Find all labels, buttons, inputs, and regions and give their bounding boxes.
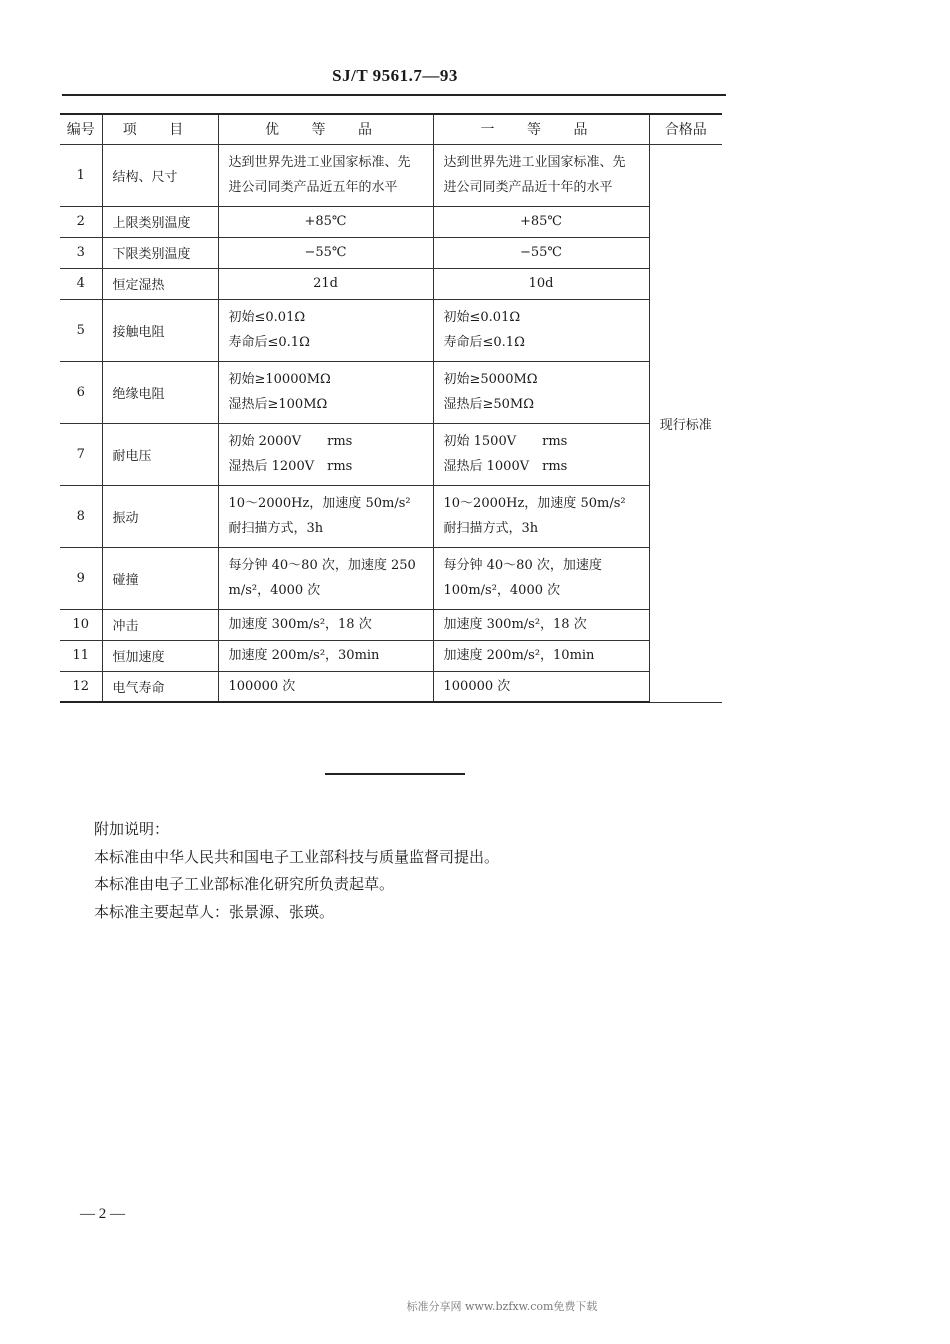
premium-value-line: 进公司同类产品近五年的水平 (228, 180, 398, 195)
premium-value-line: 每分钟 40～80 次，加速度 250 (228, 558, 416, 573)
row-first-value (433, 640, 649, 671)
row-premium-value (218, 144, 433, 206)
premium-value-line: 寿命后≤0.1Ω (228, 335, 310, 350)
table-row (60, 671, 722, 702)
row-item: 上限类别温度 (102, 206, 218, 237)
row-premium-value (218, 361, 433, 423)
premium-value-line: 100000 次 (228, 678, 296, 694)
row-number: 8 (60, 485, 102, 547)
row-number: 6 (60, 361, 102, 423)
first-value-line: 湿热后 1000V rms (443, 459, 568, 474)
row-item: 恒加速度 (102, 640, 218, 671)
table-body (60, 144, 722, 702)
first-value-line: −55℃ (520, 245, 562, 260)
header-num: 编号 (60, 114, 102, 144)
row-premium-value (218, 268, 433, 299)
row-first-value (433, 206, 649, 237)
row-first-value (433, 361, 649, 423)
row-number: 12 (60, 671, 102, 702)
row-first-value (433, 485, 649, 547)
first-value-line: 100000 次 (443, 678, 511, 694)
end-rule (325, 773, 465, 775)
first-value-line: 初始≥5000MΩ (443, 372, 538, 387)
table-row (60, 237, 722, 268)
row-first-value (433, 423, 649, 485)
row-item: 接触电阻 (102, 299, 218, 361)
row-item: 耐电压 (102, 423, 218, 485)
first-value-line: 初始 1500V rms (443, 434, 568, 449)
notes-line: 本标准主要起草人：张景源、张瑛。 (94, 902, 335, 921)
qualified-standard: 现行标准 (649, 144, 722, 702)
row-first-value (433, 547, 649, 609)
header-first: 一 等 品 (433, 114, 649, 144)
first-value-line: 加速度 300m/s²，18 次 (443, 617, 587, 632)
row-premium-value (218, 423, 433, 485)
row-item: 恒定湿热 (102, 268, 218, 299)
table-row (60, 640, 722, 671)
notes-line: 本标准由中华人民共和国电子工业部科技与质量监督司提出。 (94, 847, 500, 866)
premium-value-line: 初始≤0.01Ω (228, 310, 306, 325)
spec-table (60, 113, 722, 703)
row-item: 碰撞 (102, 547, 218, 609)
row-first-value (433, 609, 649, 640)
premium-value-line: m/s²，4000 次 (228, 583, 321, 598)
row-first-value (433, 299, 649, 361)
row-item: 振动 (102, 485, 218, 547)
row-item: 绝缘电阻 (102, 361, 218, 423)
additional-notes (94, 816, 499, 926)
table-row (60, 206, 722, 237)
row-premium-value (218, 609, 433, 640)
row-premium-value (218, 671, 433, 702)
premium-value-line: 初始≥10000MΩ (228, 372, 331, 387)
premium-value-line: −55℃ (304, 245, 347, 260)
header-item: 项 目 (102, 114, 218, 144)
row-number: 4 (60, 268, 102, 299)
row-premium-value (218, 485, 433, 547)
row-premium-value (218, 299, 433, 361)
table-row (60, 485, 722, 547)
table-row (60, 144, 722, 206)
row-number: 11 (60, 640, 102, 671)
notes-line: 本标准由电子工业部标准化研究所负责起草。 (94, 875, 395, 893)
first-value-line: 100m/s²，4000 次 (443, 583, 561, 598)
table-row (60, 361, 722, 423)
premium-value-line: 加速度 300m/s²，18 次 (228, 617, 372, 632)
table-row (60, 299, 722, 361)
first-value-line: 耐扫描方式，3h (443, 521, 539, 536)
row-number: 7 (60, 423, 102, 485)
row-premium-value (218, 237, 433, 268)
row-item: 下限类别温度 (102, 237, 218, 268)
first-value-line: 达到世界先进工业国家标准、先 (443, 155, 626, 170)
row-premium-value (218, 640, 433, 671)
premium-value-line: +85℃ (304, 214, 347, 229)
row-item: 结构、尺寸 (102, 144, 218, 206)
premium-value-line: 加速度 200m/s²，30min (228, 648, 380, 663)
header-premium: 优 等 品 (218, 114, 433, 144)
first-value-line: 进公司同类产品近十年的水平 (443, 180, 613, 195)
row-number: 3 (60, 237, 102, 268)
row-number: 5 (60, 299, 102, 361)
premium-value-line: 10～2000Hz，加速度 50m/s² (228, 496, 411, 511)
row-first-value (433, 268, 649, 299)
premium-value-line: 达到世界先进工业国家标准、先 (228, 155, 411, 170)
row-first-value (433, 671, 649, 702)
premium-value-line: 21d (313, 276, 338, 291)
table-row (60, 268, 722, 299)
first-value-line: 初始≤0.01Ω (443, 310, 521, 325)
page-number: — 2 — (80, 1206, 125, 1222)
first-value-line: 10～2000Hz，加速度 50m/s² (443, 496, 626, 511)
table-row (60, 423, 722, 485)
table-header-row (60, 114, 722, 144)
header-qualified: 合格品 (649, 114, 722, 144)
document-code: SJ/T 9561.7—93 (332, 66, 458, 85)
premium-value-line: 湿热后 1200V rms (228, 459, 353, 474)
watermark-text: 标准分享网 www.bzfxw.com免费下载 (406, 1300, 598, 1313)
first-value-line: 湿热后≥50MΩ (443, 397, 535, 412)
row-number: 10 (60, 609, 102, 640)
row-first-value (433, 237, 649, 268)
row-premium-value (218, 206, 433, 237)
premium-value-line: 耐扫描方式，3h (228, 521, 324, 536)
row-number: 1 (60, 144, 102, 206)
header-rule (62, 94, 726, 96)
row-premium-value (218, 547, 433, 609)
first-value-line: +85℃ (520, 214, 562, 229)
row-number: 9 (60, 547, 102, 609)
notes-title: 附加说明： (94, 820, 170, 838)
table-row (60, 609, 722, 640)
row-first-value (433, 144, 649, 206)
row-number: 2 (60, 206, 102, 237)
premium-value-line: 湿热后≥100MΩ (228, 397, 328, 412)
premium-value-line: 初始 2000V rms (228, 434, 353, 449)
row-item: 电气寿命 (102, 671, 218, 702)
first-value-line: 加速度 200m/s²，10min (443, 648, 595, 663)
first-value-line: 每分钟 40～80 次，加速度 (443, 558, 602, 573)
row-item: 冲击 (102, 609, 218, 640)
first-value-line: 10d (528, 276, 554, 291)
table-row (60, 547, 722, 609)
first-value-line: 寿命后≤0.1Ω (443, 335, 525, 350)
